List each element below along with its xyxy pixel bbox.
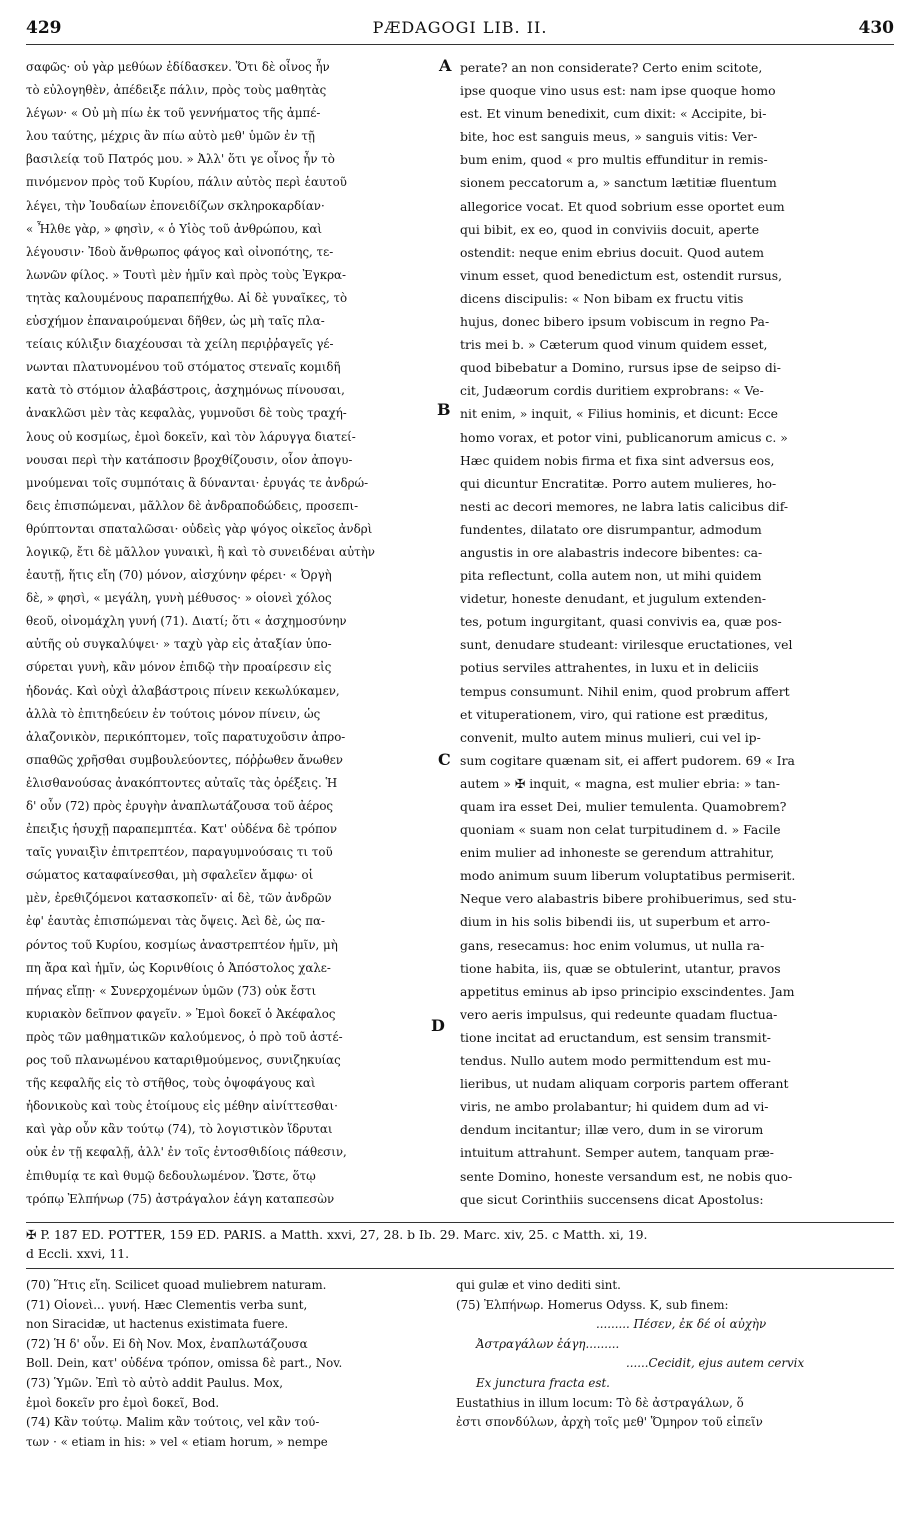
latin-text-line: dium in his solis bibendi iis, ut superbum et arro- xyxy=(460,914,771,930)
footnotes-left-column xyxy=(26,1276,436,1452)
greek-text-line: λου ταύτης, μέχρις ἂν πίω αὐτὸ μεθ' ὑμῶν ἐν τῇ xyxy=(26,129,315,144)
greek-text-line: ρόντος τοῦ Κυρίου, κοσμίως ἀναστρεπτέον ἡμῖν, μὴ xyxy=(26,937,338,952)
greek-text-line: τὸ εὐλογηθὲν, ἀπέδειξε πάλιν, πρὸς τοὺς μαθητὰς xyxy=(26,83,327,98)
latin-text-line: modo animum suum liberum voluptatibus permiserit. xyxy=(460,868,796,884)
greek-text-line: σύρεται γυνὴ, κἂν μόνον ἐπιδῷ τὴν προαίρεσιν εἰς xyxy=(26,660,332,675)
latin-text-column xyxy=(460,56,894,1211)
page-number-right: 430 xyxy=(858,18,894,38)
footnote-line: qui gulæ et vino dediti sint. xyxy=(456,1278,621,1292)
footnote-line: ἐμοὶ δοκεῖν pro ἐμοὶ δοκεῖ, Bod. xyxy=(26,1395,220,1410)
latin-text-line: et vituperationem, viro, qui ratione est præditus, xyxy=(460,706,769,722)
greek-text-line: λέγουσιν· Ἰδοὺ ἄνθρωπος φάγος καὶ οἰνοπότης, τε- xyxy=(26,244,334,259)
greek-text-line: πη ἄρα καὶ ἡμῖν, ὡς Κορινθίοις ὁ Ἀπόστολος χαλε- xyxy=(26,960,331,975)
latin-text-line: tempus consumunt. Nihil enim, quod probrum affert xyxy=(460,683,790,699)
latin-text-line: angustis in ore alabastris indecore bibentes: ca- xyxy=(460,544,763,560)
latin-text-line: allegorice vocat. Et quod sobrium esse oportet eum xyxy=(460,198,785,214)
greek-text-line: τῆς κεφαλῆς εἰς τὸ στῆθος, τοὺς ὀψοφάγους καὶ xyxy=(26,1076,316,1091)
greek-text-line: θεοῦ, οἰνομάχλη γυνή (71). Διατί; ὅτι « ἀσχημοσύνην xyxy=(26,614,347,629)
latin-text-line: gans, resecamus: hoc enim volumus, ut nulla ra- xyxy=(460,937,765,953)
greek-text-line: πήνας εἴπῃ· « Συνερχομένων ὑμῶν (73) οὐκ ἔστι xyxy=(26,983,317,998)
footnote-line: (73) Ὑμῶν. Ἐπὶ τὸ αὐτὸ addit Paulus. Mox, xyxy=(26,1375,283,1390)
running-title: PÆDAGOGI LIB. II. xyxy=(372,18,548,37)
greek-text-line: εὐσχήμον ἐπαναιρούμεναι δῆθεν, ὡς μὴ ταῖς πλα- xyxy=(26,314,325,329)
latin-text-line: nit enim, » inquit, « Filius hominis, et dicunt: Ecce xyxy=(460,406,778,422)
latin-text-line: tione incitat ad eructandum, est sensim transmit- xyxy=(460,1029,771,1045)
greek-text-line: ἐφ' ἑαυτὰς ἐπισπώμεναι τὰς ὄψεις. Ἀεὶ δὲ, ὡς πα- xyxy=(26,914,325,929)
greek-text-line: δ' οὖν (72) πρὸς ἐρυγὴν ἀναπλωτάζουσα τοῦ ἀέρος xyxy=(26,799,334,813)
greek-text-line: σπαθῶς χρῆσθαι συμβουλεύοντες, πόῤῥωθεν ἄνωθεν xyxy=(26,752,343,767)
latin-text-line: intuitum attrahunt. Semper autem, tanquam præ- xyxy=(460,1145,774,1161)
latin-text-line: perate? an non consideratе? Certo enim scitote, xyxy=(460,60,763,75)
greek-text-line: δεις ἐπισπώμεναι, μᾶλλον δὲ ἀνδραποδώδεις, προσεπι- xyxy=(26,498,359,513)
footnote-line: Boll. Dein, κατ' οὐδένα τρόπον, omissa δὲ part., Nov. xyxy=(26,1356,343,1371)
latin-text-line: quam ira esset Dei, mulier temulenta. Quamobrem? xyxy=(460,799,787,814)
latin-text-line: sunt, denudare studeant: virilesque eructationes, vel xyxy=(460,637,793,653)
latin-text-line: viris, ne ambo prolabantur; hi quidem dum ad vi- xyxy=(460,1099,769,1115)
notes-rule xyxy=(26,1268,894,1269)
latin-text-line: Hæc quidem nobis firma et fixa sint adversus eos, xyxy=(460,452,775,468)
greek-text-line: οὐκ ἐν τῇ κεφαλῇ, ἀλλ' ἐν τοῖς ἐντοσθιδίοις πάθεσιν, xyxy=(26,1145,347,1160)
reference-line-1: ✠ P. 187 ED. POTTER, 159 ED. PARIS. a Matth. xxvi, 27, 28. b Ib. 29. Marc. xiv, 25. c Matth. xi, 19. xyxy=(26,1227,648,1242)
footnotes-right-column xyxy=(456,1276,894,1433)
greek-text-line: ἀνακλῶσι μὲν τὰς κεφαλὰς, γυμνοῦσι δὲ τοὺς τραχή- xyxy=(26,406,347,421)
footnote-line: (74) Κἂν τούτῳ. Malim κἂν τούτοις, vel κἂν τού- xyxy=(26,1415,320,1430)
greek-text-line: βασιλείᾳ τοῦ Πατρός μου. » Ἀλλ' ὅτι γε οἶνος ἦν τὸ xyxy=(26,152,335,167)
latin-text-line: Neque vero alabastris bibere prohibuerimus, sed stu- xyxy=(460,891,797,907)
greek-text-line: λέγων· « Οὐ μὴ πίω ἐκ τοῦ γεννήματος τῆς ἀμπέ- xyxy=(26,106,321,121)
footnote-line: Ex junctura fracta est. xyxy=(476,1375,610,1390)
latin-text-line: potius serviles attrahentes, in luxu et in deliciis xyxy=(460,660,759,676)
latin-text-line: sum cogitare quænam sit, ei affert pudorem. 69 « Ira xyxy=(460,752,795,768)
greek-text-line: τρόπῳ Ἐλπήνωρ (75) ἀστράγαλον ἐάγη καταπεσὼν xyxy=(26,1191,335,1206)
greek-text-line: κυριακὸν δεῖπνον φαγεῖν. » Ἐμοὶ δοκεῖ ὁ Ἀκέφαλος xyxy=(26,1006,336,1021)
greek-text-line: κατὰ τὸ στόμιον ἀλαβάστροις, ἀσχημόνως πίνουσαι, xyxy=(26,383,345,398)
latin-text-line: tione habita, iis, quæ se obtulerint, utantur, pravos xyxy=(460,960,781,976)
footnote-line: ......... Πέσεν, ἐκ δέ οἱ αὐχὴν xyxy=(596,1317,767,1332)
greek-text-line: μὲν, ἐρεθιζόμενοι κατασκοπεῖν· αἱ δὲ, τῶν ἀνδρῶν xyxy=(26,891,332,906)
greek-text-line: σαφῶς· οὐ γὰρ μεθύων ἐδίδασκεν. Ὅτι δὲ οἶνος ἦν xyxy=(26,60,330,74)
greek-text-line: μνούμεναι τοῖς συμπόταις ἃ δύνανται· ἐρυγάς τε ἀνδρώ- xyxy=(26,475,369,490)
latin-text-line: convenit, multo autem minus mulieri, cui vel ip- xyxy=(460,729,761,745)
section-marker-c: C xyxy=(438,750,451,769)
section-marker-a: A xyxy=(439,56,452,75)
latin-text-line: tris mei b. » Cæterum quod vinum quidem esset, xyxy=(460,337,768,353)
greek-text-line: καὶ γὰρ οὖν κἂν τούτῳ (74), τὸ λογιστικὸν ἵδρυται xyxy=(26,1122,333,1137)
greek-text-line: σώματος καταφαίνεσθαι, μὴ σφαλεῖεν ἄμφω· οἱ xyxy=(26,868,314,883)
latin-text-line: tes, potum ingurgitant, quasi convivis ea, quæ pos- xyxy=(460,614,782,630)
greek-text-line: θρύπτονται σπαταλῶσαι· οὐδεὶς γὰρ ψόγος οἰκεῖος ἀνδρὶ xyxy=(26,521,373,536)
latin-text-line: enim mulier ad inhoneste se gerendum attrahitur, xyxy=(460,845,775,861)
latin-text-line: dendum incitantur; illæ vero, dum in se virorum xyxy=(460,1122,764,1138)
latin-text-line: homo vorax, et potor vini, publicanorum amicus c. » xyxy=(460,429,788,445)
greek-text-column xyxy=(26,56,436,1211)
latin-text-line: pita reflectunt, colla autem non, ut mihi quidem xyxy=(460,568,762,584)
latin-text-line: bite, hoc est sanguis meus, » sanguis vitis: Ver- xyxy=(460,129,758,145)
greek-text-line: πινόμενον πρὸς τοῦ Κυρίου, πάλιν αὐτὸς περὶ ἑαυτοῦ xyxy=(26,175,347,190)
greek-text-line: νωνται πλατυνομένου τοῦ στόματος στεναῖς κομιδῆ xyxy=(26,360,341,375)
latin-text-line: ostendit: neque enim ebrius docuit. Quod autem xyxy=(460,244,765,260)
greek-text-line: νουσαι περὶ τὴν κατάποσιν βροχθίζουσιν, οἷον ἀπογυ- xyxy=(26,452,353,467)
header-rule xyxy=(26,44,894,45)
greek-text-line: λογικῷ, ἔτι δὲ μᾶλλον γυναικὶ, ἣ καὶ τὸ συνειδέναι αὐτὴν xyxy=(26,544,375,559)
section-marker-d: D xyxy=(431,1016,445,1035)
greek-text-line: ἑαυτῇ, ἥτις εἴη (70) μόνον, αἰσχύνην φέρει· « Ὀργὴ xyxy=(26,568,332,583)
greek-text-line: λους οὐ κοσμίως, ἐμοὶ δοκεῖν, καὶ τὸν λάρυγγα διατεί- xyxy=(26,429,356,444)
greek-text-line: ρος τοῦ πλανωμένου καταριθμούμενος, συνιζηκυίας xyxy=(26,1053,341,1068)
footnote-line: Eustathius in illum locum: Τὸ δὲ ἀστραγάλων, ὅ xyxy=(456,1395,744,1410)
text-rule xyxy=(26,1222,894,1223)
latin-text-line: cit, Judæorum cordis duritiem exprobrans: « Ve- xyxy=(460,383,764,399)
footnote-line: των · « etiam in his: » vel « etiam horum, » nempe xyxy=(26,1434,328,1449)
greek-text-line: αὐτῆς οὐ συγκαλύψει· » ταχὺ γὰρ εἰς ἀταξίαν ὑπο- xyxy=(26,637,332,652)
footnote-line: (72) Ἡ δ' οὖν. Ei δὴ Nov. Mox, ἐναπλωτάζουσα xyxy=(26,1336,308,1351)
latin-text-line: appetitus eminus ab ipso principio exscindentes. Jam xyxy=(460,983,795,999)
footnote-line: ἐστι σπονδύλων, ἀρχὴ τοῖς μεθ' Ὅμηρον τοῦ εἰπεῖν xyxy=(456,1415,763,1430)
greek-text-line: τείαις κύλιξιν διαχέουσαι τὰ χείλη περιῤῥαγεῖς γέ- xyxy=(26,337,334,352)
footnote-line: non Siracidæ, ut hactenus existimata fuere. xyxy=(26,1317,289,1332)
latin-text-line: lieribus, ut nudam aliquam corporis partem offerant xyxy=(460,1076,789,1092)
greek-text-line: ἐλισθανούσας ἀνακόπτοντες αὐταῖς τὰς ὀρέξεις. Ἡ xyxy=(26,775,338,790)
latin-text-line: hujus, donec bibero ipsum vobiscum in regno Pa- xyxy=(460,314,770,330)
greek-text-line: ἀλαζονικὸν, περικόπτομεν, τοῖς παρατυχοῦσιν ἀπρο- xyxy=(26,729,346,744)
latin-text-line: que sicut Corinthiis succensens dicat Apostolus: xyxy=(460,1191,764,1207)
greek-text-line: ἐπειξις ἡσυχῇ παραπεμπτέα. Κατ' οὐδένα δὲ τρόπον xyxy=(26,822,338,837)
section-marker-b: B xyxy=(437,400,451,419)
latin-text-line: tendus. Nullo autem modo permittendum est mu- xyxy=(460,1053,771,1069)
footnote-line: (75) Ἐλπήνωρ. Homerus Odyss. K, sub finem: xyxy=(456,1297,729,1312)
reference-line-2: d Eccli. xxvi, 11. xyxy=(26,1246,130,1261)
latin-text-line: bum enim, quod « pro multis effunditur in remis- xyxy=(460,152,768,168)
latin-text-line: nesti ac decori memores, ne labra latis calicibus dif- xyxy=(460,498,789,514)
page-number-left: 429 xyxy=(26,18,62,38)
latin-text-line: dicens discipulis: « Non bibam ex fructu vitis xyxy=(460,290,744,306)
greek-text-line: ἡδονάς. Καὶ οὐχὶ ἀλαβάστροις πίνειν κεκωλύκαμεν, xyxy=(26,683,340,698)
footnote-line: ......Cecidit, ejus autem cervix xyxy=(626,1356,805,1371)
latin-text-line: sionem peccatorum a, » sanctum lætitiæ fluentum xyxy=(460,175,777,191)
latin-text-line: sente Domino, honeste versandum est, ne nobis quo- xyxy=(460,1168,793,1184)
footnote-line: (70) Ἥτις εἴη. Scilicet quoad muliebrem naturam. xyxy=(26,1278,327,1292)
latin-text-line: vero aeris impulsus, qui redeunte quadam fluctua- xyxy=(460,1006,778,1022)
latin-text-line: autem » ✠ inquit, « magna, est mulier ebria: » tan- xyxy=(460,775,780,791)
latin-text-line: vinum esset, quod benedictum est, ostendit rursus, xyxy=(460,267,783,283)
greek-text-line: ἡδονικοὺς καὶ τοὺς ἑτοίμους εἰς μέθην αἰνίττεσθαι· xyxy=(26,1099,338,1114)
latin-text-line: est. Et vinum benedixit, cum dixit: « Accipite, bi- xyxy=(460,106,767,122)
latin-text-line: videtur, honeste denudant, et jugulum extenden- xyxy=(460,591,767,607)
greek-text-line: πρὸς τῶν μαθηματικῶν καλούμενος, ὁ πρὸ τοῦ ἀστέ- xyxy=(26,1029,343,1044)
greek-text-line: δὲ, » φησὶ, « μεγάλη, γυνὴ μέθυσος· » οἱονεὶ χόλος xyxy=(26,591,332,606)
greek-text-line: « Ἦλθε γὰρ, » φησὶν, « ὁ Υἱὸς τοῦ ἀνθρώπου, καὶ xyxy=(26,221,322,236)
latin-text-line: qui dicuntur Encratitæ. Porro autem mulieres, ho- xyxy=(460,475,777,491)
greek-text-line: τητὰς καλουμένους παραπεπήχθω. Αἱ δὲ γυναῖκες, τὸ xyxy=(26,290,348,305)
page-header xyxy=(26,18,894,42)
greek-text-line: ἀλλὰ τὸ ἐπιτηδεύειν ἐν τούτοις μόνον πίνειν, ὡς xyxy=(26,706,321,721)
footnote-line: Ἀστραγάλων ἐάγη......... xyxy=(476,1336,620,1351)
latin-text-line: fundentes, dilatato ore disrumpantur, admodum xyxy=(460,521,762,537)
latin-text-line: quod bibebatur a Domino, rursus ipse de seipso di- xyxy=(460,360,781,376)
greek-text-line: λωνῶν φίλος. » Τουτὶ μὲν ἡμῖν καὶ πρὸς τοὺς Ἐγκρα- xyxy=(26,267,346,282)
latin-text-line: qui bibit, ex eo, quod in conviviis docuit, aperte xyxy=(460,221,760,237)
greek-text-line: ἐπιθυμίᾳ τε καὶ θυμῷ δεδουλωμένον. Ὥστε, ὅτῳ xyxy=(26,1168,316,1183)
greek-text-line: ταῖς γυναιξὶν ἐπιτρεπτέον, παραγυμνούσαις τι τοῦ xyxy=(26,845,333,860)
latin-text-line: ipse quoque vino usus est: nam ipse quoque homo xyxy=(460,83,776,99)
latin-text-line: quoniam « suam non celat turpitudinem d. » Facile xyxy=(460,822,781,838)
greek-text-line: λέγει, τὴν Ἰουδαίων ἐπονειδίζων σκληροκαρδίαν· xyxy=(26,198,325,213)
footnote-line: (71) Οἱονεὶ... γυνή. Hæc Clementis verba sunt, xyxy=(26,1297,308,1312)
